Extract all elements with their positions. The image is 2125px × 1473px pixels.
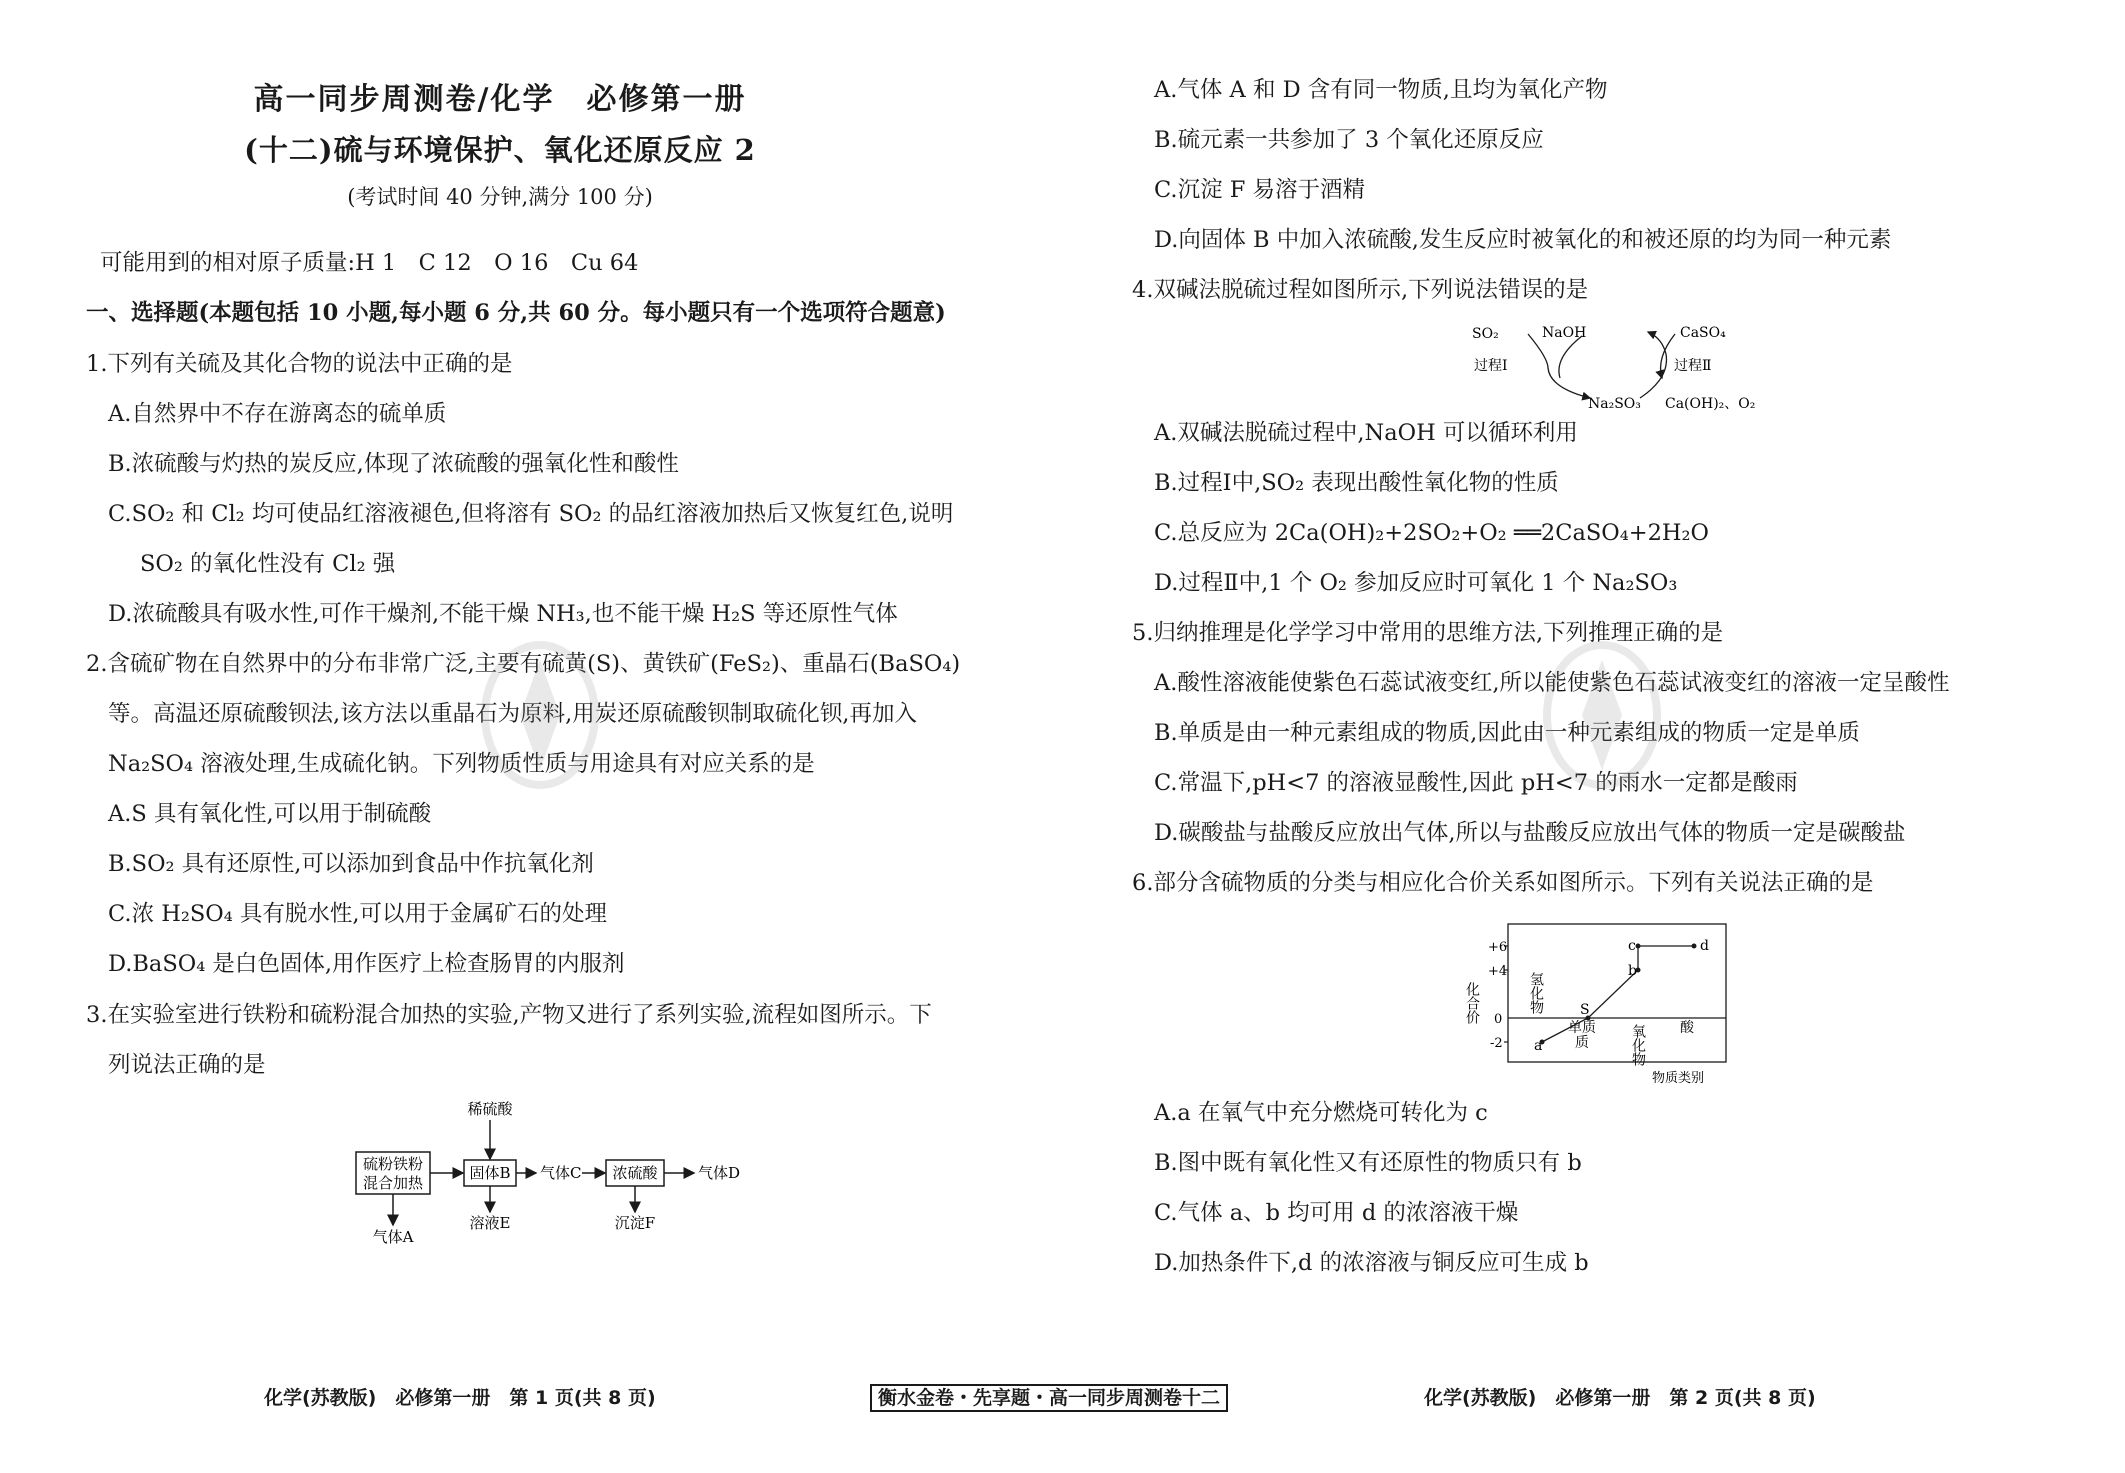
- q2-stem-cont: 等。高温还原硫酸钡法,该方法以重晶石为原料,用炭还原硫酸钡制取硫化钡,再加入: [108, 701, 917, 727]
- q4-option-b: B.过程Ⅰ中,SO₂ 表现出酸性氧化物的性质: [1154, 470, 1559, 496]
- q5-stem: 5.归纳推理是化学学习中常用的思维方法,下列推理正确的是: [1132, 620, 1724, 646]
- svg-text:质: 质: [1575, 1035, 1589, 1051]
- q2-option-b: B.SO₂ 具有还原性,可以添加到食品中作抗氧化剂: [108, 851, 594, 877]
- point-c-label: c: [1628, 938, 1636, 954]
- process1-label: 过程Ⅰ: [1474, 358, 1508, 374]
- gas-d-label: 气体D: [698, 1164, 741, 1182]
- page-subtitle: (十二)硫与环境保护、氧化还原反应 2: [244, 133, 756, 167]
- ytick-plus4: +4: [1488, 964, 1508, 979]
- left-page: [0, 0, 1062, 1473]
- q5-option-c: C.常温下,pH<7 的溶液显酸性,因此 pH<7 的雨水一定都是酸雨: [1154, 770, 1798, 796]
- watermark-emblem: [480, 640, 600, 790]
- caoh2-o2-label: Ca(OH)₂、O₂: [1665, 396, 1756, 412]
- point-s-label: S: [1580, 1002, 1590, 1018]
- point-b-label: b: [1628, 963, 1637, 979]
- watermark-emblem: [1542, 640, 1662, 790]
- q4-option-c: C.总反应为 2Ca(OH)₂+2SO₂+O₂ ══2CaSO₄+2H₂O: [1154, 520, 1709, 546]
- precipitate-f-label: 沉淀F: [614, 1214, 656, 1232]
- q4-stem: 4.双碱法脱硫过程如图所示,下列说法错误的是: [1132, 277, 1589, 303]
- q4-option-d: D.过程Ⅱ中,1 个 O₂ 参加反应时可氧化 1 个 Na₂SO₃: [1154, 570, 1678, 596]
- box3-label: 浓硫酸: [612, 1164, 658, 1182]
- q5-option-a: A.酸性溶液能使紫色石蕊试液变红,所以能使紫色石蕊试液变红的溶液一定呈酸性: [1154, 670, 1950, 696]
- dilute-acid-label: 稀硫酸: [467, 1100, 513, 1118]
- q3-option-b: B.硫元素一共参加了 3 个氧化还原反应: [1154, 127, 1544, 153]
- q2-stem: 2.含硫矿物在自然界中的分布非常广泛,主要有硫黄(S)、黄铁矿(FeS₂)、重晶石(BaSO₄): [86, 651, 961, 677]
- q6-stem: 6.部分含硫物质的分类与相应化合价关系如图所示。下列有关说法正确的是: [1132, 870, 1874, 896]
- q4-option-a: A.双碱法脱硫过程中,NaOH 可以循环利用: [1154, 420, 1578, 446]
- gas-c-label: 气体C: [540, 1164, 582, 1182]
- q2-option-c: C.浓 H₂SO₄ 具有脱水性,可以用于金属矿石的处理: [108, 901, 608, 927]
- cat-acid-label: 酸: [1680, 1020, 1694, 1036]
- ytick-plus6: +6: [1488, 940, 1508, 955]
- cat-element-label: 单质: [1568, 1020, 1596, 1036]
- q5-option-b: B.单质是由一种元素组成的物质,因此由一种元素组成的物质一定是单质: [1154, 720, 1860, 746]
- footer-center: [870, 1383, 1228, 1410]
- q6-option-c: C.气体 a、b 均可用 d 的浓溶液干燥: [1154, 1200, 1519, 1226]
- atomic-masses: 可能用到的相对原子质量:H 1 C 12 O 16 Cu 64: [100, 250, 639, 276]
- na2so3-label: Na₂SO₃: [1588, 396, 1641, 412]
- so2-label: SO₂: [1472, 326, 1499, 342]
- ytick-zero: 0: [1494, 1012, 1503, 1027]
- q6-option-a: A.a 在氧气中充分燃烧可转化为 c: [1154, 1100, 1488, 1126]
- gas-a-label: 气体A: [372, 1228, 414, 1246]
- process2-label: 过程Ⅱ: [1674, 358, 1712, 374]
- q2-stem-cont: Na₂SO₄ 溶液处理,生成硫化钠。下列物质性质与用途具有对应关系的是: [108, 751, 815, 777]
- q3-stem-cont: 列说法正确的是: [108, 1052, 266, 1078]
- section-heading: 一、选择题(本题包括 10 小题,每小题 6 分,共 60 分。每小题只有一个选项符合题意): [86, 300, 946, 326]
- q4-double-alkali-diagram: [1470, 318, 1790, 416]
- footer-center-box: 衡水金卷・先享题・高一同步周测卷十二: [870, 1384, 1228, 1412]
- q2-option-d: D.BaSO₄ 是白色固体,用作医疗上检查肠胃的内服剂: [108, 951, 625, 977]
- q1-option-a: A.自然界中不存在游离态的硫单质: [108, 401, 447, 427]
- q3-option-a: A.气体 A 和 D 含有同一物质,且均为氧化产物: [1154, 77, 1608, 103]
- box1-line2: 混合加热: [362, 1174, 424, 1192]
- footer-left: 化学(苏教版) 必修第一册 第 1 页(共 8 页): [264, 1387, 656, 1409]
- q1-option-b: B.浓硫酸与灼热的炭反应,体现了浓硫酸的强氧化性和酸性: [108, 451, 679, 477]
- q3-option-d: D.向固体 B 中加入浓硫酸,发生反应时被氧化的和被还原的均为同一种元素: [1154, 227, 1892, 253]
- exam-time-note: (考试时间 40 分钟,满分 100 分): [347, 185, 653, 209]
- q6-valence-graph: [1452, 920, 1812, 1090]
- box2-label: 固体B: [469, 1164, 511, 1182]
- q1-option-c-cont: SO₂ 的氧化性没有 Cl₂ 强: [140, 551, 396, 577]
- right-page: [1062, 0, 2125, 1473]
- ytick-minus2: -2: [1490, 1036, 1503, 1051]
- naoh-label: NaOH: [1542, 325, 1587, 341]
- q3-flow-diagram: [340, 1100, 780, 1250]
- caso4-label: CaSO₄: [1680, 325, 1726, 341]
- q1-option-d: D.浓硫酸具有吸水性,可作干燥剂,不能干燥 NH₃,也不能干燥 H₂S 等还原性气体: [108, 601, 898, 627]
- solution-e-label: 溶液E: [469, 1214, 511, 1232]
- point-d-label: d: [1700, 938, 1709, 954]
- point-a-label: a: [1534, 1038, 1543, 1054]
- footer-right: 化学(苏教版) 必修第一册 第 2 页(共 8 页): [1424, 1387, 1816, 1409]
- page-title: 高一同步周测卷/化学 必修第一册: [253, 82, 747, 117]
- q3-stem: 3.在实验室进行铁粉和硫粉混合加热的实验,产物又进行了系列实验,流程如图所示。下: [86, 1002, 932, 1028]
- cat-oxide-label: 氧化物: [1630, 1024, 1646, 1066]
- box1-line1: 硫粉铁粉: [362, 1155, 424, 1173]
- q1-stem: 1.下列有关硫及其化合物的说法中正确的是: [86, 351, 513, 377]
- q6-option-b: B.图中既有氧化性又有还原性的物质只有 b: [1154, 1150, 1582, 1176]
- y-axis-label: 化合价: [1464, 982, 1480, 1024]
- q6-option-d: D.加热条件下,d 的浓溶液与铜反应可生成 b: [1154, 1250, 1589, 1276]
- q5-option-d: D.碳酸盐与盐酸反应放出气体,所以与盐酸反应放出气体的物质一定是碳酸盐: [1154, 820, 1906, 846]
- q2-option-a: A.S 具有氧化性,可以用于制硫酸: [108, 801, 432, 827]
- q3-option-c: C.沉淀 F 易溶于酒精: [1154, 177, 1365, 203]
- x-axis-label: 物质类别: [1651, 1071, 1704, 1086]
- q1-option-c: C.SO₂ 和 Cl₂ 均可使品红溶液褪色,但将溶有 SO₂ 的品红溶液加热后又恢复红色,说明: [108, 501, 954, 527]
- cat-hydride-label: 氢化物: [1528, 972, 1544, 1014]
